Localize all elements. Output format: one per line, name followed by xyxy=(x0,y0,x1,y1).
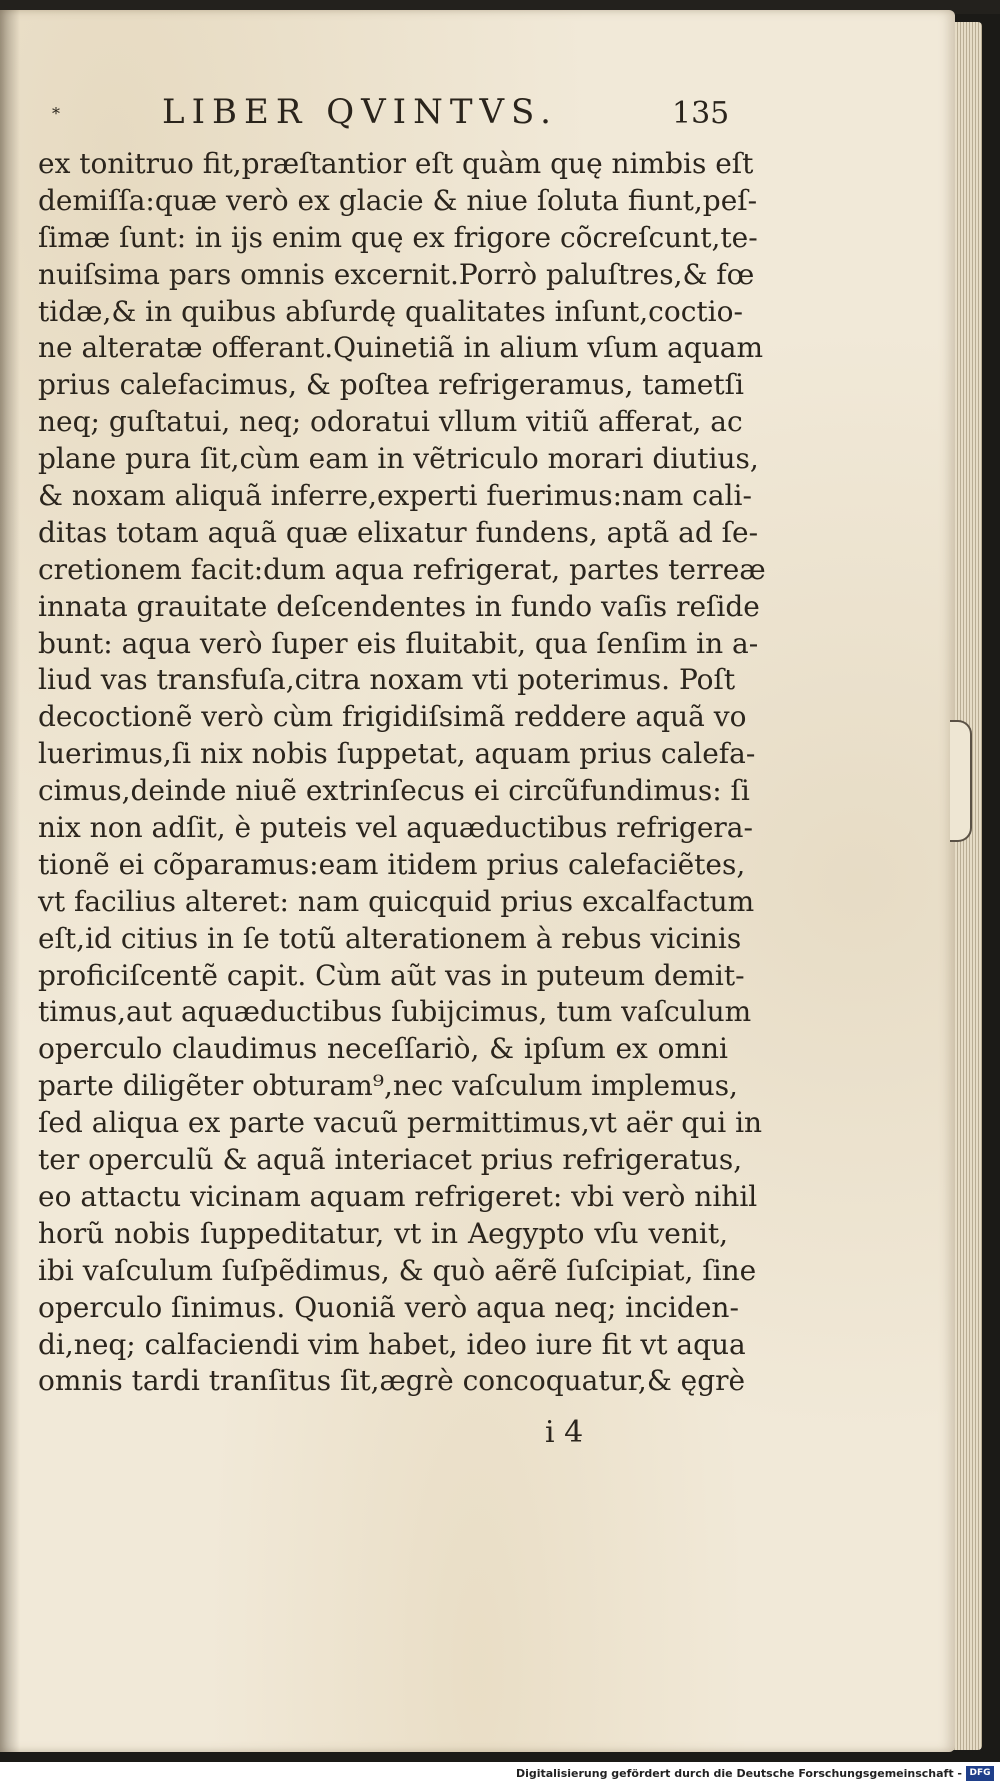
text-line: horũ nobis ſuppeditatur, vt in Aegypto vſu venit, xyxy=(38,1216,728,1250)
body-text xyxy=(38,146,766,1400)
text-line: ibi vaſculum ſuſpẽdimus, & quò aẽrẽ ſuſcipiat, ſine xyxy=(38,1253,757,1287)
text-line: ditas totam aquã quæ elixatur fundens, aptã ad ſe- xyxy=(38,515,759,549)
text-line: ſimæ ſunt: in ijs enim quę ex frigore cõcreſcunt,te- xyxy=(38,220,758,254)
text-line: di,neq; calfaciendi vim habet, ideo iure fit vt aqua xyxy=(38,1327,746,1361)
text-line: operculo claudimus neceſſariò, & ipſum ex omni xyxy=(38,1032,728,1066)
text-line: proficiſcentẽ capit. Cùm aũt vas in puteum demit- xyxy=(38,958,745,992)
signature-mark: i 4 xyxy=(545,1415,584,1450)
header-mark: * xyxy=(52,104,60,123)
text-line: decoctionẽ verò cùm frigidiſsimã reddere aquã vo xyxy=(38,700,747,734)
page-header xyxy=(52,92,730,136)
text-line: neq; guſtatui, neq; odoratui vllum vitiũ afferat, ac xyxy=(38,405,743,439)
text-line: parte diligẽter obturam⁹,nec vaſculum implemus, xyxy=(38,1069,738,1103)
spine-shadow xyxy=(0,10,20,1752)
text-line: cimus,deinde niuẽ extrinſecus ei circũfundimus: ſi xyxy=(38,774,750,808)
text-line: luerimus,ſi nix nobis ſuppetat, aquam prius calefa- xyxy=(38,737,756,771)
text-line: bunt: aqua verò ſuper eis fluitabit, qua ſenſim in a- xyxy=(38,626,759,660)
text-line: ne alteratæ offerant.Quinetiã in alium vſum aquam xyxy=(38,331,763,365)
text-line: ex tonitruo fit,præſtantior eſt quàm quę nimbis eſt xyxy=(38,147,754,180)
text-line: eo attactu vicinam aquam refrigeret: vbi verò nihil xyxy=(38,1179,758,1213)
text-line: ter operculũ & aquã interiacet prius refrigeratus, xyxy=(38,1143,743,1177)
running-head: LIBER QVINTVS. xyxy=(162,92,558,132)
text-line: demiſſa:quæ verò ex glacie & niue ſoluta fiunt,peſ- xyxy=(38,183,758,217)
page-fore-edge xyxy=(952,22,982,1750)
text-line: prius calefacimus, & poſtea refrigeramus, tametſi xyxy=(38,368,744,402)
text-line: vt facilius alteret: nam quicquid prius excalfactum xyxy=(38,884,755,918)
text-line: tidæ,& in quibus abſurdę qualitates inſunt,coctio- xyxy=(38,294,743,328)
page-number: 135 xyxy=(672,96,730,131)
text-line: nuiſsima pars omnis excernit.Porrò paluſtres,& fœ xyxy=(38,257,755,291)
text-line: operculo ſinimus. Quoniã verò aqua neq; inciden- xyxy=(38,1290,739,1324)
text-line: cretionem facit:dum aqua refrigerat, partes terreæ xyxy=(38,552,766,586)
text-line: ſed aliqua ex parte vacuũ permittimus,vt aër qui in xyxy=(38,1106,763,1140)
bookmark-tab xyxy=(950,720,972,842)
text-line: omnis tardi tranſitus ſit,ægrè concoquatur,& ęgrè xyxy=(38,1364,746,1398)
text-line: liud vas transfuſa,citra noxam vti poterimus. Poſt xyxy=(38,663,736,697)
funding-notice: Digitalisierung gefördert durch die Deutsche Forschungsgemeinschaft - xyxy=(515,1767,962,1780)
text-line: tionẽ ei cõparamus:eam itidem prius calefaciẽtes, xyxy=(38,847,746,881)
text-line: timus,aut aquæductibus ſubijcimus, tum vaſculum xyxy=(38,995,752,1029)
text-line: & noxam aliquã inferre,experti fuerimus:nam cali- xyxy=(38,479,752,513)
text-line: plane pura ſit,cùm eam in vẽtriculo morari diutius, xyxy=(38,442,759,476)
text-line: nix non adſit, è puteis vel aquæductibus refrigera- xyxy=(38,811,753,845)
dfg-logo: DFG xyxy=(966,1766,994,1781)
footer-bar xyxy=(0,1762,1000,1786)
text-line: innata grauitate deſcendentes in fundo vaſis reſide xyxy=(38,589,760,623)
text-line: eſt,id citius in ſe totũ alterationem à rebus vicinis xyxy=(38,921,742,955)
